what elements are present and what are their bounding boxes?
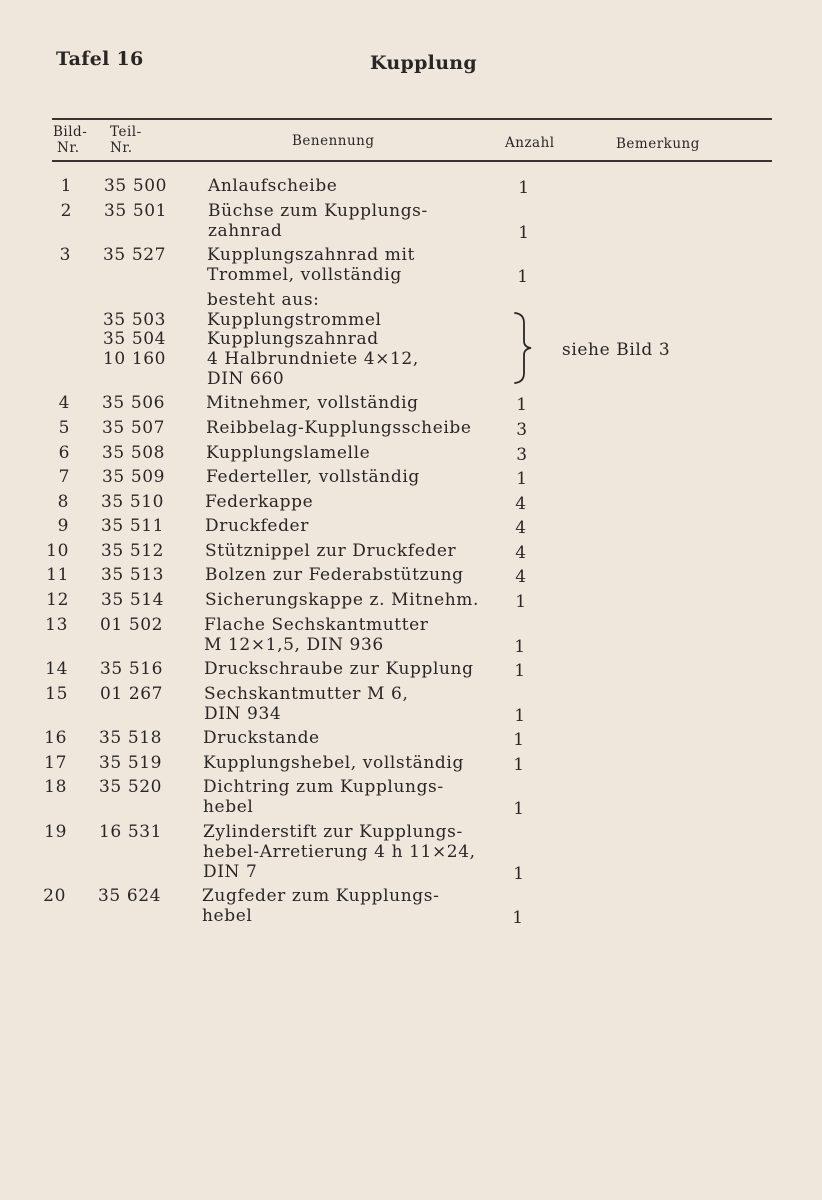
part-number: 35 519 [99,753,163,773]
part-number: 35 500 [104,176,168,196]
part-description [202,886,502,926]
part-description [205,492,505,512]
part-description-line: Sechskantmutter M 6, [204,684,409,704]
part-description-line: Büchse zum Kupplungs- [208,201,428,221]
bild-number: 16 [44,728,67,748]
bild-number: 13 [45,615,68,635]
part-description [203,777,503,817]
part-description-line: Mitnehmer, vollständig [206,393,419,413]
part-description [206,393,506,413]
bild-number: 18 [44,777,67,797]
bild-number: 8 [57,492,69,512]
part-description [207,290,507,310]
bild-number: 4 [58,393,70,413]
part-description-line: Kupplungslamelle [206,443,371,463]
part-description-line: hebel-Arretierung 4 h 11×24, [203,842,476,862]
plate-number: Tafel 16 [56,48,144,70]
quantity: 3 [516,445,528,465]
bild-number: 3 [59,245,71,265]
part-description [206,467,506,487]
quantity: 4 [515,567,527,587]
part-description-line: DIN 660 [207,369,285,389]
part-description-line: zahnrad [208,221,283,241]
part-description-line: Reibbelag-Kupplungsscheibe [206,418,472,438]
part-number: 35 501 [104,201,168,221]
quantity: 1 [516,395,528,415]
part-description-line: hebel [203,797,254,817]
part-description-line: Stütznippel zur Druckfeder [205,541,457,561]
part-description-line: besteht aus: [207,290,320,310]
part-number: 35 511 [101,516,165,536]
part-number: 16 531 [99,822,163,842]
part-number: 35 510 [101,492,165,512]
part-description-line: Dichtring zum Kupplungs- [203,777,444,797]
bild-number: 15 [45,684,68,704]
part-number: 10 160 [103,349,167,369]
bild-number: 1 [60,176,72,196]
quantity: 1 [518,223,530,243]
part-description-line: DIN 7 [203,862,258,882]
part-description [207,245,507,285]
part-number: 35 514 [101,590,165,610]
part-description [205,541,505,561]
part-description-line: Kupplungszahnrad [207,329,379,349]
part-description [203,822,503,882]
bild-number: 19 [44,822,67,842]
column-header-bild-line1: Bild- [53,124,88,140]
quantity: 1 [515,592,527,612]
part-description-line: Druckschraube zur Kupplung [204,659,474,679]
quantity: 1 [514,637,526,657]
quantity: 1 [514,706,526,726]
part-description-line: Druckfeder [205,516,309,536]
part-description-line: Kupplungshebel, vollständig [203,753,464,773]
quantity: 1 [513,755,525,775]
column-header-bild-line2: Nr. [57,140,80,156]
quantity: 1 [513,730,525,750]
quantity: 1 [518,178,530,198]
part-description [204,659,504,679]
column-header-anzahl: Anzahl [505,135,555,151]
part-number: 35 513 [101,565,165,585]
group-remark: siehe Bild 3 [562,340,671,360]
group-brace [511,311,533,385]
bild-number: 12 [46,590,69,610]
part-number: 35 527 [103,245,167,265]
bild-number: 6 [58,443,70,463]
part-number: 35 507 [102,418,166,438]
column-header-bild [53,124,87,156]
bild-number: 11 [46,565,69,585]
bild-number: 7 [58,467,70,487]
bild-number: 10 [46,541,69,561]
column-header-teil-line2: Nr. [110,140,133,156]
part-description [203,753,503,773]
part-description [205,590,505,610]
part-number: 35 624 [98,886,162,906]
part-number: 35 509 [102,467,166,487]
part-description-line: Federteller, vollständig [206,467,420,487]
part-description-line: Zylinderstift zur Kupplungs- [203,822,463,842]
bild-number: 17 [44,753,67,773]
quantity: 4 [515,518,527,538]
part-description-line: Zugfeder zum Kupplungs- [202,886,440,906]
part-description-line: M 12×1,5, DIN 936 [204,635,384,655]
bild-number: 14 [45,659,68,679]
part-description [208,176,508,196]
part-description [203,728,503,748]
quantity: 1 [513,799,525,819]
part-number: 35 516 [100,659,164,679]
quantity: 1 [513,864,525,884]
part-description-line: hebel [202,906,253,926]
part-description-line: Kupplungstrommel [207,310,382,330]
quantity: 3 [516,420,528,440]
column-header-teil-line1: Teil- [110,124,142,140]
part-number: 35 506 [102,393,166,413]
part-number: 01 267 [100,684,164,704]
quantity: 1 [517,267,529,287]
bild-number: 20 [43,886,66,906]
column-header-bemerkung: Bemerkung [616,136,700,152]
quantity: 1 [514,661,526,681]
part-number: 35 512 [101,541,165,561]
part-description [207,310,507,330]
part-description-line: Sicherungskappe z. Mitnehm. [205,590,480,610]
part-description [207,329,507,349]
header-bottom-rule [52,160,772,162]
part-description-line: Bolzen zur Federabstützung [205,565,464,585]
part-number: 01 502 [100,615,164,635]
quantity: 4 [515,543,527,563]
part-description-line: Flache Sechskantmutter [204,615,429,635]
part-description-line: Druckstande [203,728,320,748]
part-description [206,418,506,438]
part-description-line: Trommel, vollständig [207,265,402,285]
part-number: 35 520 [99,777,163,797]
bild-number: 2 [60,201,72,221]
quantity: 1 [516,469,528,489]
quantity: 4 [515,494,527,514]
part-description [204,684,504,724]
part-description [206,443,506,463]
part-number: 35 503 [103,310,167,330]
part-description-line: DIN 934 [204,704,282,724]
part-number: 35 508 [102,443,166,463]
part-description-line: Anlaufscheibe [208,176,338,196]
part-description [207,349,507,389]
part-number: 35 518 [99,728,163,748]
bild-number: 9 [57,516,69,536]
part-description-line: Federkappe [205,492,314,512]
header-top-rule [52,118,772,120]
quantity: 1 [512,908,524,928]
part-description [208,201,508,241]
part-description [204,615,504,655]
column-header-teil [110,124,142,156]
page-title: Kupplung [370,52,478,74]
part-description-line: Kupplungszahnrad mit [207,245,415,265]
part-number: 35 504 [103,329,167,349]
column-header-benennung: Benennung [292,133,375,149]
part-description-line: 4 Halbrundniete 4×12, [207,349,419,369]
part-description [205,516,505,536]
bild-number: 5 [58,418,70,438]
part-description [205,565,505,585]
